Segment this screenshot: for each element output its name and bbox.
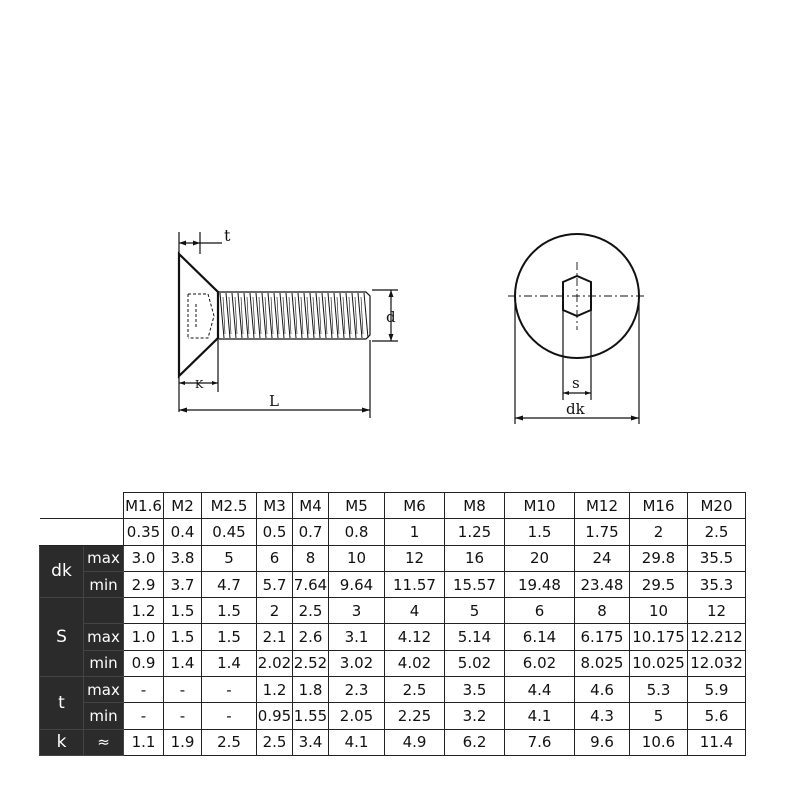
- value-cell: 1.2: [124, 598, 164, 624]
- param-cell: t: [40, 677, 84, 730]
- size-header-cell: M4: [293, 493, 329, 519]
- table-row: [40, 571, 746, 597]
- blank-cell: [40, 519, 124, 545]
- value-cell: 11.57: [385, 571, 445, 597]
- param-cell: dk: [40, 545, 84, 598]
- value-cell: 3: [329, 598, 385, 624]
- size-header-cell: M6: [385, 493, 445, 519]
- table-row: [40, 519, 746, 545]
- value-cell: 1.4: [164, 650, 202, 676]
- value-cell: 12: [688, 598, 746, 624]
- value-cell: 5: [445, 598, 505, 624]
- value-cell: 1.5: [164, 598, 202, 624]
- subparam-cell: min: [84, 650, 124, 676]
- value-cell: 3.8: [164, 545, 202, 571]
- table-row: [40, 729, 746, 755]
- subparam-cell: max: [84, 624, 124, 650]
- value-cell: 2.1: [257, 624, 293, 650]
- value-cell: 5.7: [257, 571, 293, 597]
- value-cell: 3.5: [445, 677, 505, 703]
- value-cell: 5: [202, 545, 257, 571]
- corner-cell: [40, 493, 124, 519]
- value-cell: 12.212: [688, 624, 746, 650]
- value-cell: 15.57: [445, 571, 505, 597]
- subparam-cell: min: [84, 703, 124, 729]
- value-cell: 5.9: [688, 677, 746, 703]
- s-label: s: [572, 374, 580, 392]
- value-cell: 24: [575, 545, 630, 571]
- hex-socket-hidden-lines: [188, 294, 214, 338]
- value-cell: 2.05: [329, 703, 385, 729]
- subparam-cell: min: [84, 571, 124, 597]
- size-header-cell: M20: [688, 493, 746, 519]
- value-cell: 7.64: [293, 571, 329, 597]
- value-cell: 2.52: [293, 650, 329, 676]
- value-cell: 1.75: [575, 519, 630, 545]
- size-header-cell: M5: [329, 493, 385, 519]
- value-cell: -: [124, 703, 164, 729]
- value-cell: 5.3: [630, 677, 688, 703]
- l-label: L: [269, 392, 279, 410]
- subparam-cell: max: [84, 677, 124, 703]
- top-view: [508, 234, 646, 424]
- value-cell: 9.64: [329, 571, 385, 597]
- thread-line: [364, 293, 368, 338]
- value-cell: 10.6: [630, 729, 688, 755]
- value-cell: 11.4: [688, 729, 746, 755]
- value-cell: 20: [505, 545, 575, 571]
- value-cell: 4.02: [385, 650, 445, 676]
- value-cell: 2.5: [688, 519, 746, 545]
- value-cell: 0.7: [293, 519, 329, 545]
- value-cell: 0.9: [124, 650, 164, 676]
- value-cell: 4.7: [202, 571, 257, 597]
- value-cell: 6.2: [445, 729, 505, 755]
- value-cell: 1.1: [124, 729, 164, 755]
- size-header-cell: M2.5: [202, 493, 257, 519]
- value-cell: 4.6: [575, 677, 630, 703]
- value-cell: 8: [293, 545, 329, 571]
- value-cell: 5.14: [445, 624, 505, 650]
- value-cell: 6.02: [505, 650, 575, 676]
- value-cell: 3.02: [329, 650, 385, 676]
- size-header-cell: M16: [630, 493, 688, 519]
- value-cell: 29.8: [630, 545, 688, 571]
- side-view: [179, 232, 398, 418]
- value-cell: 3.2: [445, 703, 505, 729]
- size-header-cell: M1.6: [124, 493, 164, 519]
- value-cell: 8: [575, 598, 630, 624]
- value-cell: 5: [630, 703, 688, 729]
- size-header-cell: M2: [164, 493, 202, 519]
- value-cell: 1.5: [202, 624, 257, 650]
- value-cell: -: [164, 703, 202, 729]
- value-cell: 1.5: [164, 624, 202, 650]
- value-cell: 1.2: [257, 677, 293, 703]
- table-row: [40, 703, 746, 729]
- header-row: [40, 493, 746, 519]
- value-cell: 6: [505, 598, 575, 624]
- dk-label: dk: [566, 400, 585, 418]
- value-cell: 2: [257, 598, 293, 624]
- size-header-cell: M8: [445, 493, 505, 519]
- t-label: t: [224, 226, 231, 245]
- param-cell: k: [40, 729, 84, 755]
- value-cell: -: [164, 677, 202, 703]
- value-cell: 4.12: [385, 624, 445, 650]
- value-cell: 2.5: [385, 677, 445, 703]
- table-row: [40, 545, 746, 571]
- value-cell: 2.5: [257, 729, 293, 755]
- value-cell: -: [124, 677, 164, 703]
- value-cell: 0.45: [202, 519, 257, 545]
- value-cell: 3.4: [293, 729, 329, 755]
- value-cell: 2.5: [202, 729, 257, 755]
- value-cell: 1.9: [164, 729, 202, 755]
- value-cell: 2.3: [329, 677, 385, 703]
- k-label: K: [195, 378, 204, 391]
- value-cell: 0.5: [257, 519, 293, 545]
- value-cell: 4.1: [329, 729, 385, 755]
- value-cell: 3.7: [164, 571, 202, 597]
- value-cell: 4.9: [385, 729, 445, 755]
- value-cell: 19.48: [505, 571, 575, 597]
- value-cell: 2.9: [124, 571, 164, 597]
- size-header-cell: M10: [505, 493, 575, 519]
- thread-lines: [220, 293, 368, 338]
- value-cell: 4.4: [505, 677, 575, 703]
- value-cell: 10.025: [630, 650, 688, 676]
- table-row: [40, 598, 746, 624]
- value-cell: -: [202, 677, 257, 703]
- value-cell: 3.0: [124, 545, 164, 571]
- value-cell: 29.5: [630, 571, 688, 597]
- value-cell: 1.25: [445, 519, 505, 545]
- table-row: [40, 624, 746, 650]
- value-cell: 7.6: [505, 729, 575, 755]
- value-cell: 10: [630, 598, 688, 624]
- value-cell: 1.55: [293, 703, 329, 729]
- value-cell: 4.3: [575, 703, 630, 729]
- table-row: [40, 677, 746, 703]
- value-cell: 0.4: [164, 519, 202, 545]
- subparam-cell: max: [84, 545, 124, 571]
- value-cell: 4: [385, 598, 445, 624]
- value-cell: 6.14: [505, 624, 575, 650]
- value-cell: 23.48: [575, 571, 630, 597]
- value-cell: 12: [385, 545, 445, 571]
- value-cell: 10.175: [630, 624, 688, 650]
- value-cell: 4.1: [505, 703, 575, 729]
- value-cell: 16: [445, 545, 505, 571]
- value-cell: 2: [630, 519, 688, 545]
- value-cell: 6: [257, 545, 293, 571]
- value-cell: 5.6: [688, 703, 746, 729]
- size-header-cell: M3: [257, 493, 293, 519]
- value-cell: 5.02: [445, 650, 505, 676]
- value-cell: 9.6: [575, 729, 630, 755]
- value-cell: 10: [329, 545, 385, 571]
- value-cell: 0.95: [257, 703, 293, 729]
- value-cell: 1.5: [505, 519, 575, 545]
- dimension-table: [39, 492, 746, 756]
- value-cell: 35.5: [688, 545, 746, 571]
- value-cell: 0.8: [329, 519, 385, 545]
- param-cell: S: [40, 598, 84, 677]
- value-cell: 1.5: [202, 598, 257, 624]
- value-cell: 8.025: [575, 650, 630, 676]
- value-cell: 1.0: [124, 624, 164, 650]
- d-label: d: [386, 308, 396, 326]
- value-cell: 35.3: [688, 571, 746, 597]
- value-cell: 2.6: [293, 624, 329, 650]
- value-cell: 2.25: [385, 703, 445, 729]
- value-cell: 3.1: [329, 624, 385, 650]
- value-cell: -: [202, 703, 257, 729]
- value-cell: 1.8: [293, 677, 329, 703]
- value-cell: 2.5: [293, 598, 329, 624]
- screw-head: [179, 254, 218, 376]
- value-cell: 1.4: [202, 650, 257, 676]
- subparam-cell: ≈: [84, 729, 124, 755]
- value-cell: 2.02: [257, 650, 293, 676]
- value-cell: 6.175: [575, 624, 630, 650]
- value-cell: 1: [385, 519, 445, 545]
- size-header-cell: M12: [575, 493, 630, 519]
- value-cell: 12.032: [688, 650, 746, 676]
- table-row: [40, 650, 746, 676]
- subparam-cell: [84, 598, 124, 624]
- value-cell: 0.35: [124, 519, 164, 545]
